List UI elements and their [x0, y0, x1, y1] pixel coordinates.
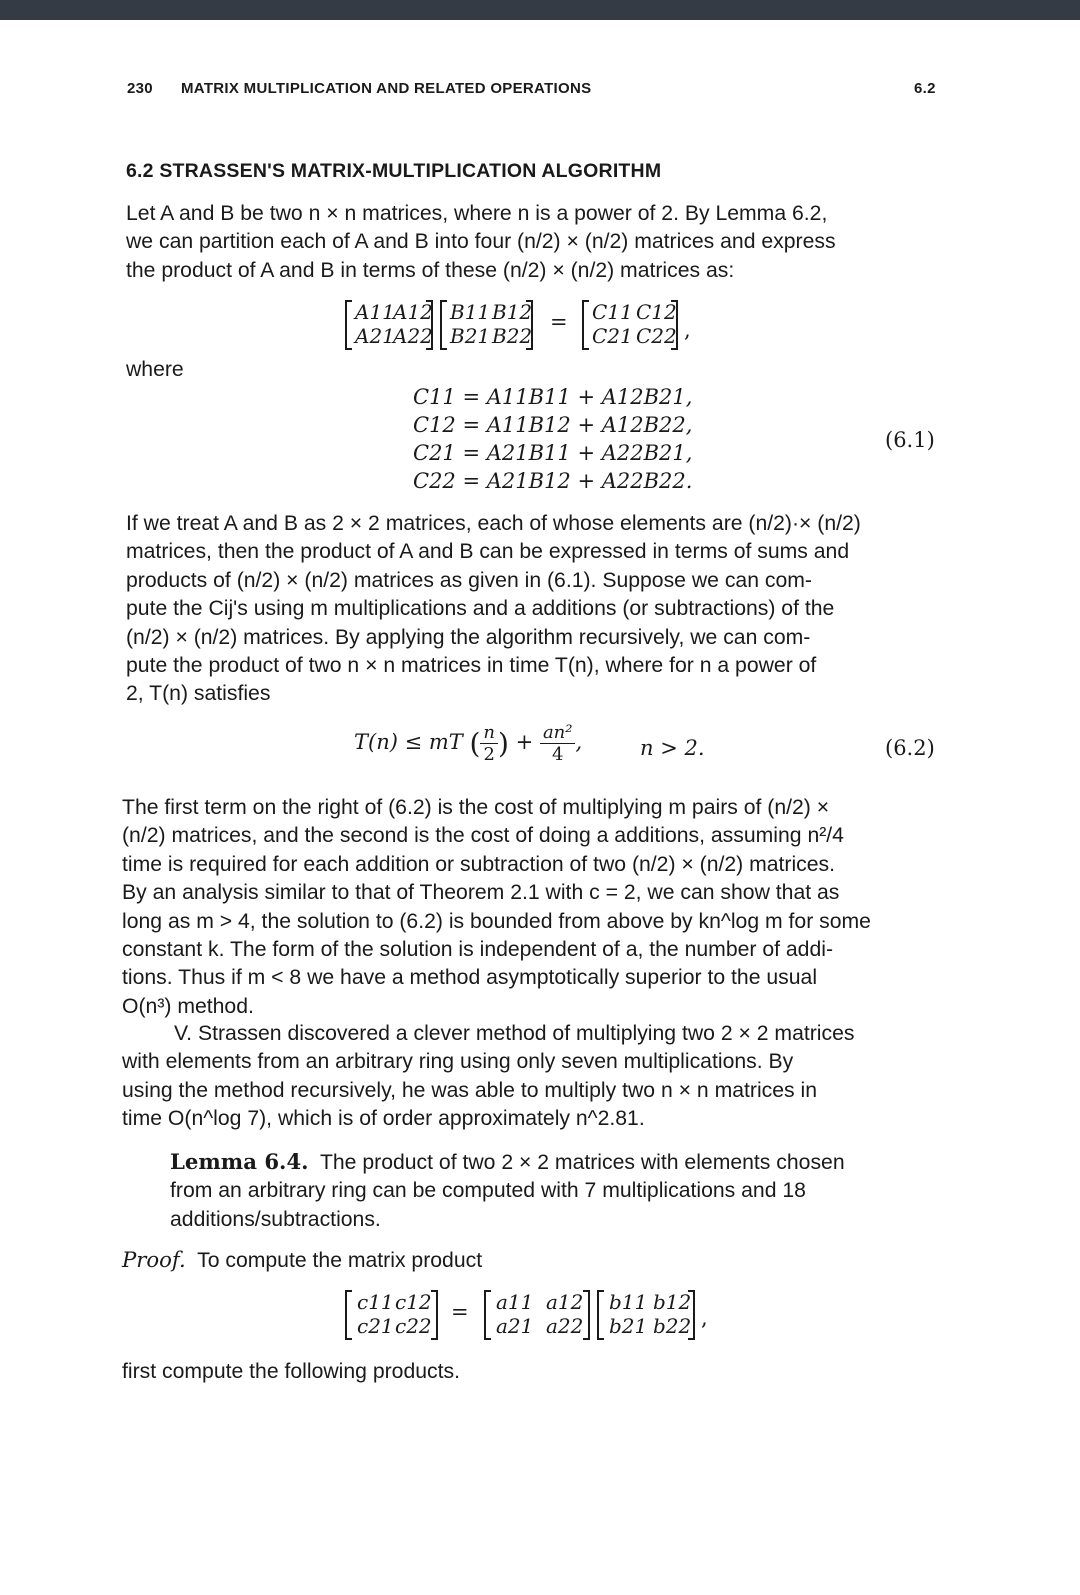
text-line: Let A and B be two n × n matrices, where n is a power of 2. By Lemma 6.2,	[126, 202, 828, 225]
comma: ,	[575, 730, 583, 754]
text-line: time O(n^log 7), which is of order approximately n^2.81.	[122, 1107, 645, 1131]
matrix-cell: A22	[393, 324, 433, 348]
lemma-6-4	[170, 1148, 954, 1234]
text-line: using the method recursively, he was able to multiply two n × n matrices in	[122, 1078, 817, 1102]
matrix-cell: c22	[395, 1314, 432, 1338]
proof-label: Proof.	[122, 1247, 186, 1272]
fraction-denominator: 2	[483, 744, 495, 765]
trailing-comma: ,	[701, 1306, 708, 1330]
text-line: The first term on the right of (6.2) is the cost of multiplying m pairs of (n/2) ×	[122, 796, 830, 819]
text-line: (n/2) matrices, and the second is the cost of doing a additions, assuming n²/4	[122, 824, 844, 848]
equation-condition: n > 2.	[640, 736, 705, 760]
matrix-cell: b11	[609, 1290, 648, 1314]
text-line: The product of two 2 × 2 matrices with elements chosen	[319, 1151, 845, 1174]
text-line: we can partition each of A and B into four (n/2) × (n/2) matrices and express	[126, 230, 836, 254]
matrix-cell: B12	[492, 300, 533, 324]
paragraph-intro	[126, 200, 954, 285]
matrix-cell: A11	[355, 300, 395, 324]
matrix-B	[440, 300, 535, 352]
equation-number: (6.1)	[885, 428, 935, 452]
matrix-cell: b22	[653, 1314, 692, 1338]
equals-sign: =	[550, 310, 568, 334]
viewer-top-bar	[0, 0, 1080, 20]
equation-line: C22 = A21B12 + A22B22.	[413, 469, 693, 493]
matrix-cell: a21	[496, 1314, 534, 1338]
matrix-cell: a12	[546, 1290, 584, 1314]
equation-lhs: T(n) ≤ mT	[354, 730, 463, 754]
fraction-numerator: an²	[540, 722, 576, 744]
plus-sign: +	[515, 730, 534, 754]
text-line: time is required for each addition or subtraction of two (n/2) × (n/2) matrices.	[122, 852, 836, 876]
matrix-cell: c21	[357, 1314, 394, 1338]
text-line: with elements from an arbitrary ring using only seven multiplications. By	[122, 1050, 794, 1074]
section-ref: 6.2	[914, 80, 936, 97]
matrix-cell: B11	[450, 300, 491, 324]
matrix-cell: A12	[393, 300, 433, 324]
page-number: 230	[127, 80, 153, 97]
fraction-denominator: 4	[551, 744, 564, 765]
text-line: long as m > 4, the solution to (6.2) is bounded from above by kn^log m for some	[122, 909, 871, 933]
equation-line: C12 = A11B12 + A12B22,	[413, 413, 693, 437]
text-line: matrices, then the product of A and B can be expressed in terms of sums and	[126, 540, 850, 564]
equation-line: C21 = A21B11 + A22B21,	[413, 441, 693, 465]
proof-text: To compute the matrix product	[197, 1249, 483, 1272]
proof-line	[122, 1246, 482, 1275]
text-line: O(n³) method.	[122, 994, 254, 1018]
where-label: where	[126, 358, 184, 381]
text-line: If we treat A and B as 2 × 2 matrices, each of whose elements are (n/2)·× (n/2)	[126, 512, 861, 535]
equation-number: (6.2)	[885, 736, 935, 760]
text-line: pute the Cij's using m multiplications and a additions (or subtractions) of the	[126, 597, 835, 621]
matrix-cell: A21	[355, 324, 395, 348]
text-line: V. Strassen discovered a clever method of multiplying two 2 × 2 matrices	[174, 1022, 855, 1045]
matrix-cell: C21	[592, 324, 633, 348]
matrix-cell: B21	[450, 324, 491, 348]
fraction	[540, 722, 576, 765]
text-line: pute the product of two n × n matrices in time T(n), where for n a power of	[126, 654, 817, 678]
equals-sign: =	[451, 1300, 469, 1324]
text-line: tions. Thus if m < 8 we have a method asymptotically superior to the usual	[122, 966, 818, 990]
matrix-cell: b21	[609, 1314, 648, 1338]
matrix-C	[582, 300, 680, 352]
paragraph-strassen	[122, 1020, 954, 1134]
equation-6-2: T(n) ≤ mT ( $\frac{n}{2}$ ) + $\frac{\text{an²}}{4}$ ,	[354, 722, 583, 765]
matrix-cell: C12	[636, 300, 677, 324]
text-line: 2, T(n) satisfies	[126, 682, 271, 706]
text-line: the product of A and B in terms of these (n/2) × (n/2) matrices as:	[126, 258, 735, 282]
text-line: additions/subtractions.	[170, 1207, 381, 1231]
paragraph-analysis	[122, 794, 954, 1021]
matrix-cell: a11	[496, 1290, 534, 1314]
running-title: MATRIX MULTIPLICATION AND RELATED OPERATIONS	[181, 80, 592, 97]
section-title: 6.2 STRASSEN'S MATRIX-MULTIPLICATION ALGORITHM	[126, 160, 662, 182]
final-line: first compute the following products.	[122, 1360, 460, 1383]
text-line: By an analysis similar to that of Theorem 2.1 with c = 2, we can show that as	[122, 881, 840, 905]
matrix-cell: c11	[357, 1290, 394, 1314]
matrix-cell: C22	[636, 324, 677, 348]
matrix-b	[597, 1290, 697, 1342]
text-line: products of (n/2) × (n/2) matrices as given in (6.1). Suppose we can com-	[126, 568, 812, 592]
matrix-a	[484, 1290, 592, 1342]
text-line: from an arbitrary ring can be computed with 7 multiplications and 18	[170, 1179, 806, 1203]
matrix-cell: B22	[492, 324, 533, 348]
paragraph-recursion	[126, 510, 954, 709]
matrix-cell: c12	[395, 1290, 432, 1314]
fraction	[480, 722, 498, 765]
equation-6-1	[413, 383, 692, 495]
equation-line: C11 = A11B11 + A12B21,	[413, 385, 693, 409]
matrix-cell: C11	[592, 300, 633, 324]
matrix-c	[345, 1290, 440, 1342]
matrix-A	[345, 300, 435, 352]
text-line: constant k. The form of the solution is independent of a, the number of addi-	[122, 938, 834, 962]
lemma-label: Lemma 6.4.	[170, 1149, 309, 1174]
trailing-comma: ,	[684, 318, 691, 342]
matrix-cell: b12	[653, 1290, 692, 1314]
fraction-numerator: n	[480, 722, 498, 744]
text-line: (n/2) × (n/2) matrices. By applying the algorithm recursively, we can com-	[126, 625, 811, 649]
matrix-cell: a22	[546, 1314, 584, 1338]
